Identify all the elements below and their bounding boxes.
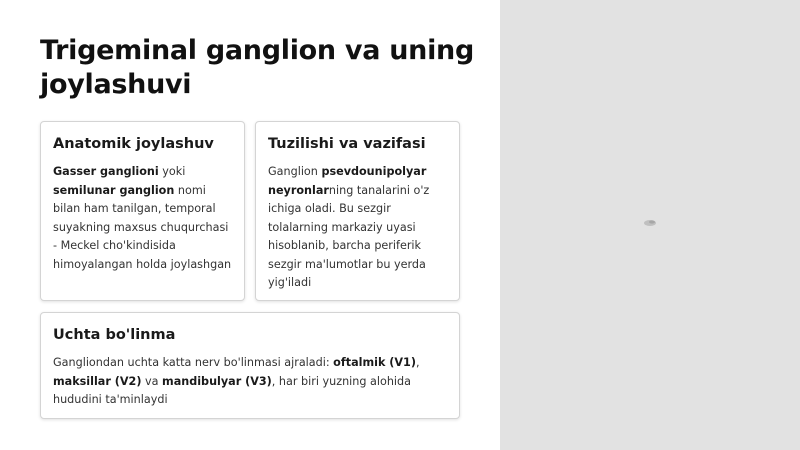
card-body-segment: va [141,374,163,388]
card-body-segment: , har biri yuzning alohida hududini ta'minlaydi [53,374,411,406]
card-body [268,163,447,293]
card-body-segment: yoki [158,165,186,178]
card-heading: Anatomik joylashuv [53,136,214,152]
card-body-segment: nomi bilan ham tanilgan, temporal suyakning maxsus chuqurchasi - Meckel cho'kindisida himoyalangan holda joylashgan [53,183,232,271]
card-body-segment: maksillar (V2) [53,374,142,388]
card-tuzilishi-va-vazifasi [255,121,460,301]
card-heading: Tuzilishi va vazifasi [268,136,426,152]
card-body-segment: semilunar ganglion [53,183,175,197]
card-anatomik-joylashuv [40,121,245,301]
card-body-segment: ning tanalarini o'z ichiga oladi. Bu sezgir tolalarning markaziy uyasi hisoblanib, barcha periferik sezgir ma'lumotlar bu yerda yig'iladi [268,183,430,289]
card-uchta-bolinma [40,312,460,419]
card-body-segment: Gasser ganglioni [53,165,159,178]
card-body [53,163,232,274]
card-body [53,354,447,410]
card-heading: Uchta bo'linma [53,327,176,343]
page-title: Trigeminal ganglion va uning joylashuvi [40,35,474,100]
card-body-segment: mandibulyar (V3) [162,374,272,388]
image-placeholder-icon [642,218,658,228]
card-body-segment: oftalmik (V1) [333,356,416,369]
card-body-segment: psevdounipolyar neyronlar [268,165,427,197]
card-body-segment: Gangliondan uchta katta nerv bo'linmasi ajraladi: [53,356,334,369]
card-body-segment: Ganglion [268,165,322,178]
card-body-segment: , [415,356,420,369]
